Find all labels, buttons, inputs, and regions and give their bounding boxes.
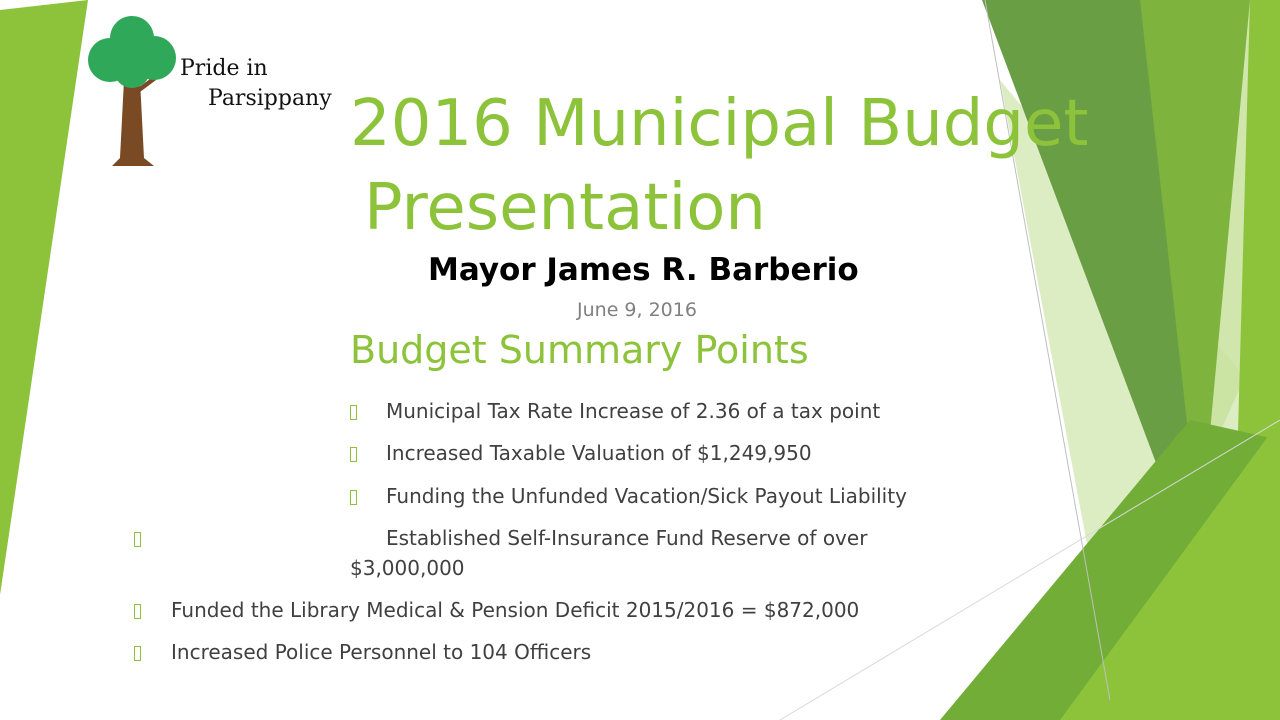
logo: [84, 8, 344, 173]
bullet-item: [350, 481, 907, 511]
slide-title: [350, 82, 1110, 250]
bullet-marker-icon: [350, 447, 357, 462]
bullet-marker-icon: [134, 646, 141, 661]
subtitle: Mayor James R. Barberio: [428, 252, 859, 288]
date: June 9, 2016: [577, 299, 697, 321]
bullet-marker-icon: [134, 532, 141, 547]
title-line-1: 2016 Municipal Budget: [350, 87, 1089, 161]
left-green-wedge: [0, 0, 88, 595]
bullet-item: [350, 438, 812, 468]
bullet-text: Funding the Unfunded Vacation/Sick Payout Liability: [386, 484, 907, 508]
logo-text: [180, 54, 332, 114]
logo-line-1: Pride in: [180, 56, 268, 81]
bullet-text: Increased Taxable Valuation of $1,249,950: [386, 441, 812, 465]
bullet-text: Established Self-Insurance Fund Reserve of over: [386, 526, 868, 550]
bullet-item: [134, 523, 867, 553]
bullet-continuation: $3,000,000: [350, 556, 465, 580]
bullet-item: [134, 595, 859, 625]
section-heading: Budget Summary Points: [350, 328, 809, 372]
bullet-text: Municipal Tax Rate Increase of 2.36 of a tax point: [386, 399, 881, 423]
bullet-marker-icon: [134, 604, 141, 619]
bullet-text: Funded the Library Medical & Pension Deficit 2015/2016 = $872,000: [171, 598, 860, 622]
bullet-marker-icon: [350, 405, 357, 420]
bullet-item: [134, 637, 591, 667]
logo-line-2: Parsippany: [208, 86, 332, 111]
bullet-text: Increased Police Personnel to 104 Officers: [171, 640, 592, 664]
bullet-marker-icon: [350, 490, 357, 505]
title-line-2: Presentation: [364, 171, 766, 245]
tree-icon: [84, 8, 184, 173]
bullet-item: [350, 396, 880, 426]
